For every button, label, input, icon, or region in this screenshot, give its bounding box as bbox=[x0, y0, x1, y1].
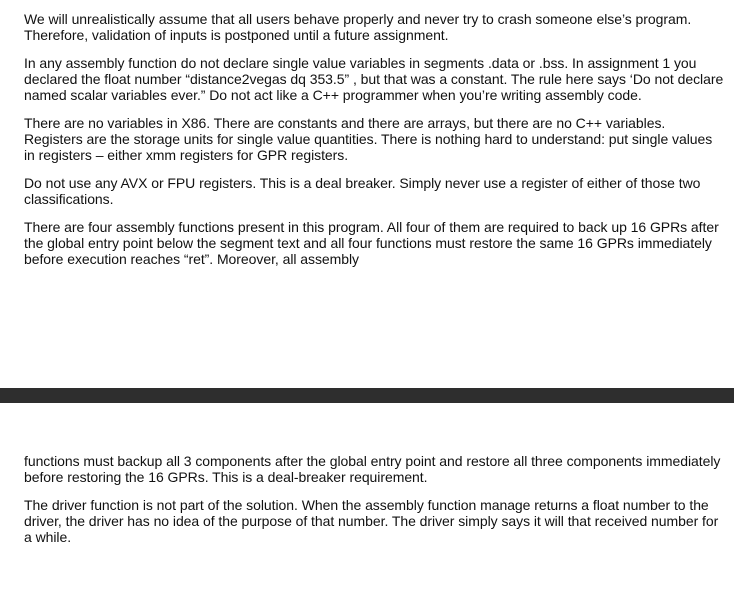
paragraph-input-validation: We will unrealistically assume that all users behave properly and never try to crash someone else’s program. Therefore, validation of inputs is postponed until a future assignment. bbox=[24, 11, 692, 43]
paragraph-backup-gprs: There are four assembly functions present in this program. All four of them are required to back up 16 GPRs after the global entry point below the segment text and all four functions must restore the same 16 GPRs immediately before execution reaches “ret”. Moreover, all assembly bbox=[24, 219, 719, 267]
paragraph-no-avx-fpu: Do not use any AVX or FPU registers. This is a deal breaker. Simply never use a register of either of those two classifications. bbox=[24, 175, 701, 207]
paragraph-no-scalar-variables: In any assembly function do not declare single value variables in segments .data or .bss. In assignment 1 you declared the float number “distance2vegas dq 353.5” , but that was a constant. The rule here says ‘Do not declare named scalar variables ever.” Do not act like a C++ programmer when you’re writing assembly code. bbox=[24, 55, 724, 103]
paragraph-driver-function: The driver function is not part of the solution. When the assembly function manage returns a float number to the driver, the driver has no idea of the purpose of that number. The driver simply says it will that received number for a while. bbox=[24, 497, 719, 545]
paragraph-backup-components: functions must backup all 3 components after the global entry point and restore all three components immediately before restoring the 16 GPRs. This is a deal-breaker requirement. bbox=[24, 453, 721, 485]
paragraph-registers-storage: There are no variables in X86. There are constants and there are arrays, but there are no C++ variables. Registers are the storage units for single value quantities. There is nothing hard to understand: put single values in registers – either xmm registers for GPR registers. bbox=[24, 115, 713, 163]
page-break-divider bbox=[0, 388, 734, 403]
document-page-bottom bbox=[0, 403, 734, 592]
